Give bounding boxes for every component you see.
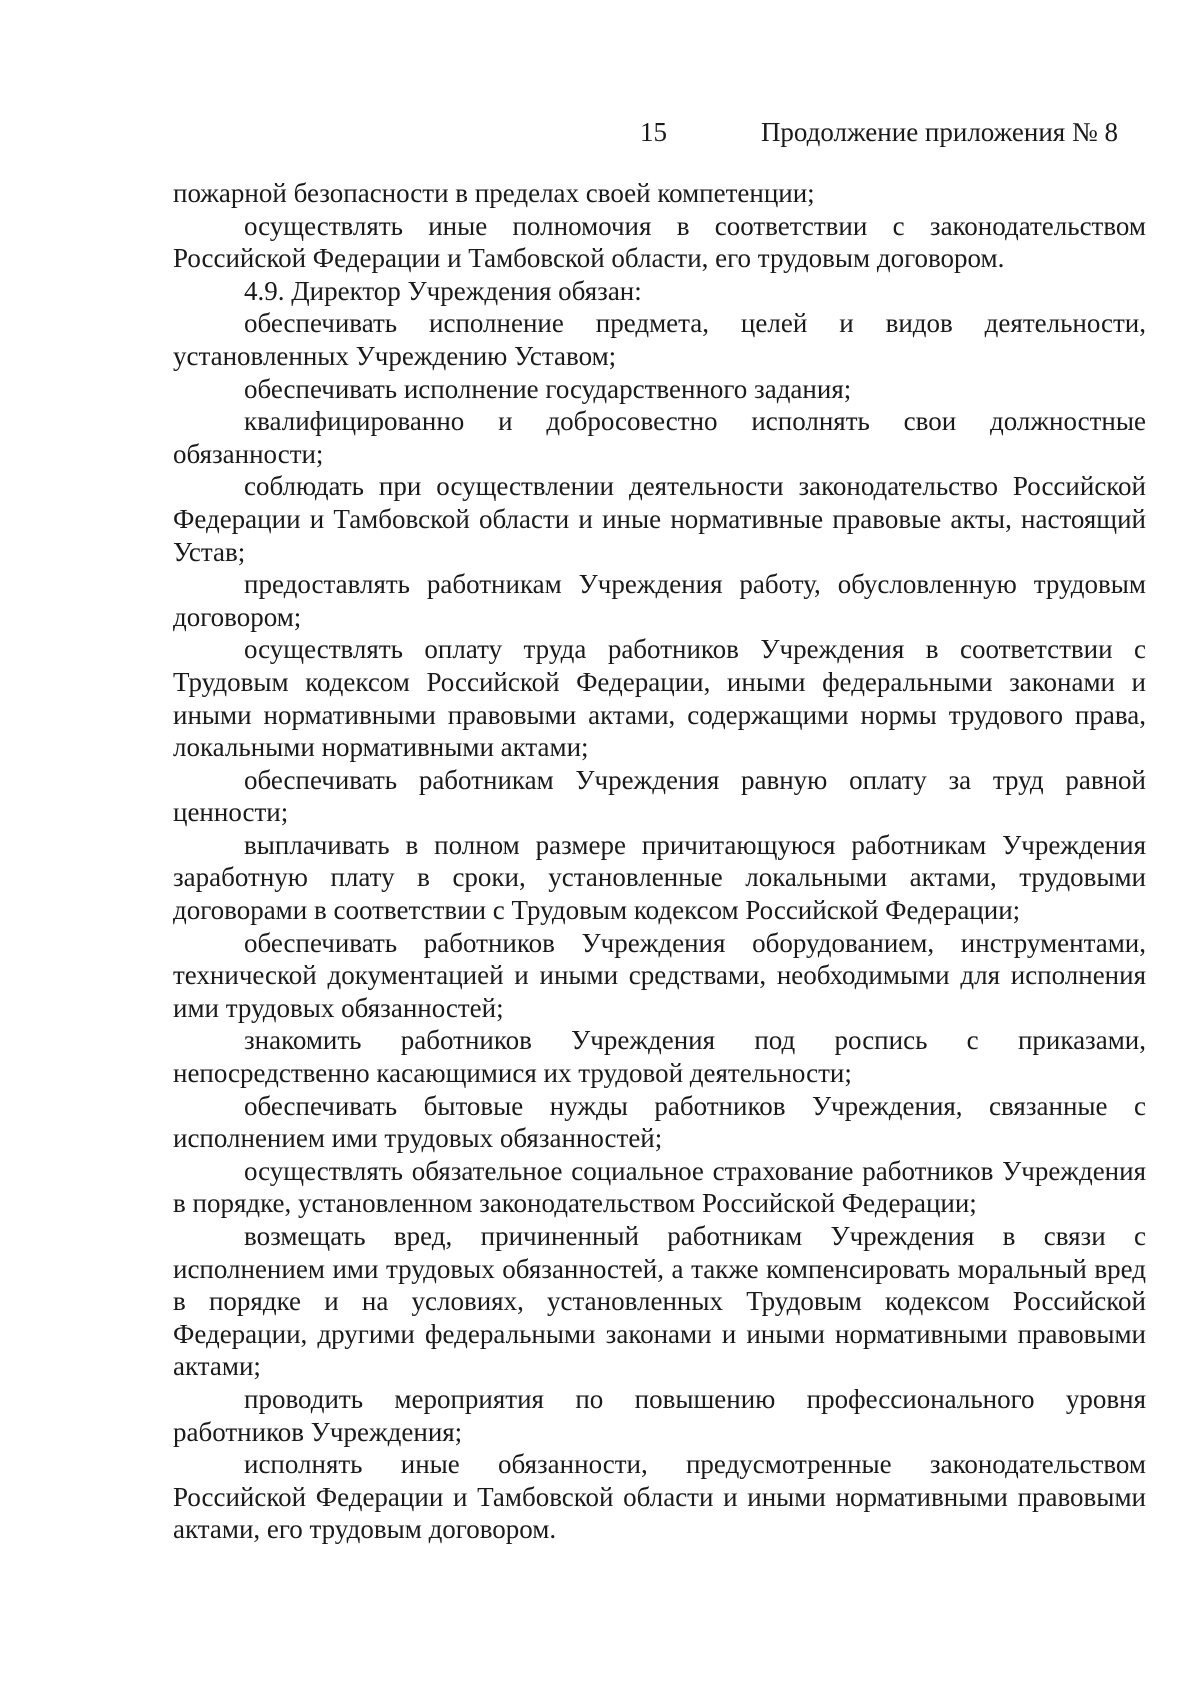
duty-item: осуществлять обязательное социальное страхование работников Учреждения в порядке, установленном законодательством Российской Федерации; (173, 1155, 1146, 1219)
duty-item: обеспечивать исполнение предмета, целей и видов деятельности, установленных Учреждению Уставом; (173, 308, 1146, 371)
duty-item: обеспечивать исполнение государственного задания; (244, 373, 852, 404)
duty-item: возмещать вред, причиненный работникам Учреждения в связи с исполнением ими трудовых обязанностей, а также компенсировать моральный вред в порядке и на условиях, установленных Трудовым кодексом Российской Федерации, другими федеральными законами и иными нормативными правовыми актами; (173, 1221, 1146, 1382)
duty-item: обеспечивать бытовые нужды работников Учреждения, связанные с исполнением ими трудовых обязанностей; (173, 1090, 1146, 1154)
page-header (0, 112, 1200, 152)
duty-item: выплачивать в полном размере причитающуюся работникам Учреждения заработную плату в сроки, установленные локальными актами, трудовыми договорами в соответствии с Трудовым кодексом Российской Федерации; (173, 829, 1146, 926)
duty-item: осуществлять оплату труда работников Учреждения в соответствии с Трудовым кодексом Российской Федерации, иными федеральными законами и иными нормативными правовыми актами, содержащими нормы трудового права, локальными нормативными актами; (173, 634, 1146, 763)
paragraph-other-powers: осуществлять иные полномочия в соответствии с законодательством Российской Федерации и Тамбовской области, его трудовым договором. (173, 210, 1146, 274)
duty-item: соблюдать при осуществлении деятельности законодательство Российской Федерации и Тамбовской области и иные нормативные правовые акты, настоящий Устав; (173, 471, 1146, 567)
duty-item: проводить мероприятия по повышению профессионального уровня работников Учреждения; (173, 1383, 1146, 1447)
duty-item: предоставлять работникам Учреждения работу, обусловленную трудовым договором; (173, 569, 1146, 632)
page-number: 15 (640, 117, 667, 147)
paragraph-fire-safety: пожарной безопасности в пределах своей компетенции; (173, 178, 815, 208)
document-body (173, 177, 1146, 1546)
continuation-note: Продолжение приложения № 8 (760, 117, 1118, 147)
section-heading-4-9: 4.9. Директор Учреждения обязан: (244, 275, 642, 306)
duty-item: исполнять иные обязанности, предусмотренные законодательством Российской Федерации и Тамбовской области и иными нормативными правовыми актами, его трудовым договором. (173, 1449, 1146, 1545)
duty-item: знакомить работников Учреждения под роспись с приказами, непосредственно касающимися их трудовой деятельности; (173, 1025, 1146, 1089)
duty-item: обеспечивать работников Учреждения оборудованием, инструментами, технической документацией и иными средствами, необходимыми для исполнения ими трудовых обязанностей; (173, 927, 1146, 1023)
duty-item: квалифицированно и добросовестно исполнять свои должностные обязанности; (173, 406, 1146, 469)
duty-item: обеспечивать работникам Учреждения равную оплату за труд равной ценности; (173, 764, 1146, 828)
